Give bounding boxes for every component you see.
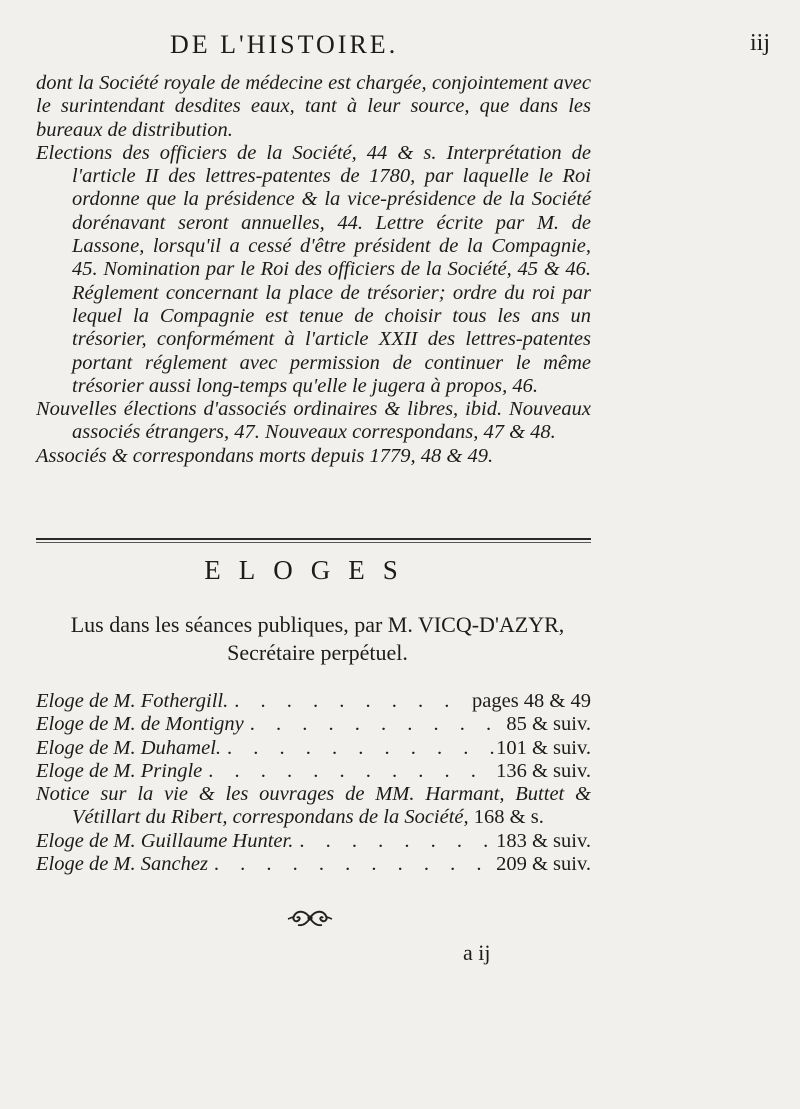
- summary-block: [36, 72, 591, 468]
- leader-dots: [228, 690, 472, 713]
- printer-signature: a ij: [463, 940, 491, 965]
- subtitle-line-2: Secrétaire perpétuel.: [227, 640, 408, 665]
- toc-notice-text: Notice sur la vie & les ouvrages de MM. Harmant, Buttet & Vétillart du Ribert, correspondans de la Société,: [36, 783, 591, 829]
- summary-entry-associes-morts: Associés & correspondans morts depuis 1779, 48 & 49.: [36, 444, 494, 467]
- toc-entry-pages: 183 & suiv.: [496, 829, 591, 852]
- summary-intro: dont la Société royale de médecine est chargée, conjointement avec le surintendant desdites eaux, tant à leur source, que dans les bureaux de distribution.: [36, 72, 591, 141]
- toc-entry-pages: 136 & suiv.: [496, 759, 591, 782]
- toc-entry-name: Eloge de M. Duhamel.: [36, 736, 222, 759]
- toc-entry-pages: pages 48 & 49: [472, 690, 591, 712]
- subtitle-line-1: Lus dans les séances publiques, par M. VICQ-D'AZYR,: [70, 612, 565, 637]
- toc-notice-entry: [36, 783, 591, 830]
- toc-entry-name: Eloge de M. Guillaume Hunter.: [36, 829, 294, 852]
- toc-entry-pages: 85 & suiv.: [506, 713, 591, 736]
- toc-notice-pages: 168 & s.: [473, 806, 544, 829]
- toc-row: [36, 760, 591, 783]
- toc-row: [36, 853, 591, 876]
- page-number: iij: [749, 30, 770, 56]
- toc-row: [36, 830, 591, 853]
- leader-dots: [202, 760, 496, 783]
- summary-entry-elections: Elections des officiers de la Société, 44 & s. Interprétation de l'article II des lettres-patentes de 1780, par laquelle le Roi ordonne que la présidence & la vice-présidence de la Société dorénavant seront annuelles, 44. Lettre écrite par M. de Lassone, lorsqu'il a cessé d'être président de la Compagnie, 45. Nomination par le Roi des officiers de la Société, 45 & 46. Réglement concernant la place de trésorier; ordre du roi par lequel la Compagnie est tenue de choisir tous les ans un trésorier, conformément à l'article XXII des lettres-patentes portant réglement avec permission de continuer le même trésorier aussi long-temps qu'elle le jugera à propos, 46.: [36, 141, 591, 397]
- leader-dots: [208, 853, 496, 876]
- section-rule: [36, 538, 591, 540]
- fleuron-ornament-icon: [285, 907, 335, 929]
- toc-entry-pages: 209 & suiv.: [496, 853, 591, 876]
- toc-entry-name: Eloge de M. Pringle: [36, 759, 203, 782]
- leader-dots: [293, 830, 496, 853]
- eloges-table-of-contents: [36, 690, 591, 876]
- toc-entry-name: Eloge de M. Sanchez: [36, 853, 208, 876]
- toc-row: [36, 690, 591, 713]
- toc-entry-name: Eloge de M. de Montigny: [36, 713, 244, 736]
- toc-row: [36, 737, 591, 760]
- toc-entry-pages: 101 & suiv.: [496, 736, 591, 759]
- section-subtitle: [30, 611, 605, 667]
- toc-entry-name: Eloge de M. Fothergill.: [36, 690, 229, 712]
- section-heading: ELOGES: [204, 555, 416, 585]
- toc-row: [36, 713, 591, 736]
- running-head-title: DE L'HISTOIRE.: [170, 30, 399, 59]
- leader-dots: [244, 713, 507, 736]
- summary-entry-nouvelles-elections: Nouvelles élections d'associés ordinaires & libres, ibid. Nouveaux associés étrangers, 47. Nouveaux correspondans, 47 & 48.: [36, 398, 591, 444]
- leader-dots: [221, 737, 496, 760]
